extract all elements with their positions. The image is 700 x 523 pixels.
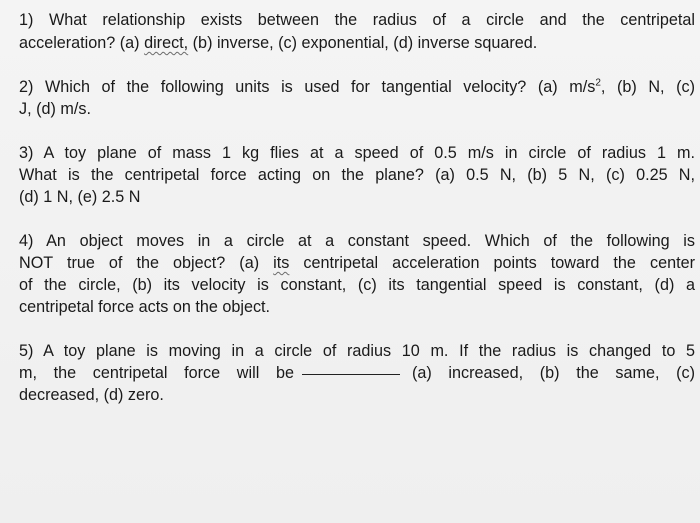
question-4-line-3: of the circle, (b) its velocity is constant, (c) its tangential speed is constant, (d) a <box>19 276 695 294</box>
question-4-line-2: NOT true of the object? (a) its centripetal acceleration points toward the center <box>19 254 695 272</box>
question-1-line-2: acceleration? (a) direct, (b) inverse, (c) exponential, (d) inverse squared. <box>19 34 538 52</box>
question-3-line-3: (d) 1 N, (e) 2.5 N <box>19 188 141 206</box>
question-3-line-2: What is the centripetal force acting on the plane? (a) 0.5 N, (b) 5 N, (c) 0.25 N, <box>19 166 695 184</box>
question-1-line-1: 1) What relationship exists between the radius of a circle and the centripetal <box>19 11 695 29</box>
question-4-line-1: 4) An object moves in a circle at a constant speed. Which of the following is <box>19 232 695 250</box>
question-5-line-1: 5) A toy plane is moving in a circle of radius 10 m. If the radius is changed to 5 <box>19 342 695 360</box>
question-5-line-2: m, the centripetal force will be (a) increased, (b) the same, (c) <box>19 364 695 382</box>
question-2-line-1: 2) Which of the following units is used for tangential velocity? (a) $m/s^2$, (b) N, (c) <box>19 77 695 96</box>
flagged-word-direct: direct, <box>144 34 189 52</box>
question-3-line-1: 3) A toy plane of mass 1 kg flies at a speed of 0.5 m/s in circle of radius 1 m. <box>19 144 695 162</box>
answer-blank <box>302 374 400 375</box>
question-5-line-3: decreased, (d) zero. <box>19 386 164 404</box>
question-4-line-4: centripetal force acts on the object. <box>19 298 271 316</box>
flagged-word-its: its <box>273 254 290 272</box>
question-2-line-2: J, (d) m/s. <box>19 100 91 118</box>
